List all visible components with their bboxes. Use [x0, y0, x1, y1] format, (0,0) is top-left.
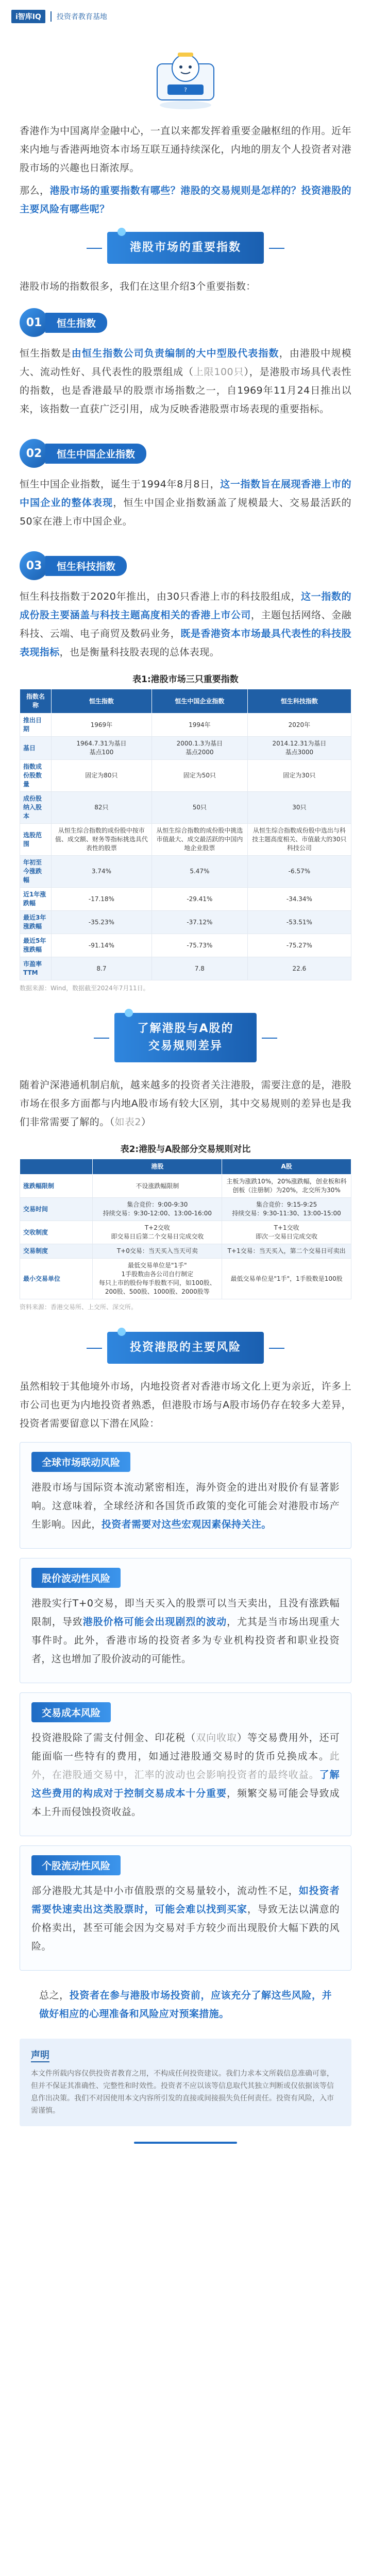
section2-text-grey: 如表2	[114, 1116, 141, 1128]
table1-cell: 1994年	[151, 714, 247, 737]
index-1-text-e: ），是港股市场具代表性的指数，也是香港最早的股票市场指数之一，自1969年11月24日推出以来，该指数一直获广泛引用，成为反映香港股票市场表现的重要指标。	[20, 366, 351, 415]
risk-cost-text-c: 此外，在港股通交易中，汇率的波动也会影响投资者的最终收益。	[31, 1751, 340, 1781]
index-3-text-d: 既是香港资本市场最具代表性的科技股表现指标	[20, 628, 351, 658]
risk-volatility-tag: 股价波动性风险	[31, 1568, 121, 1588]
table2-row	[20, 1175, 351, 1198]
risk-global-text-b: 投资者需要对这些宏观因素保持关注。	[101, 1519, 272, 1530]
table1-cell: 从恒生综合指数的成份股中按市值、成交额、财务等指标挑选具代表性的股票	[51, 824, 151, 856]
index-3-text-b: 这一指数的成份股主要涵盖与科技主题高度相关的香港上市公司	[20, 591, 351, 621]
risk-volatility	[20, 1558, 351, 1683]
table1-cell: -75.27%	[247, 934, 351, 957]
table1-row	[20, 856, 351, 888]
table2-cell: T+1交易：当天买入，第二个交易日可卖出	[222, 1244, 351, 1259]
table2-row	[20, 1221, 351, 1244]
table2-source: 资料来源：香港交易所、上交所、深交所。	[20, 1303, 138, 1311]
table2-cell: 最小交易单位	[20, 1259, 93, 1299]
table2-row	[20, 1244, 351, 1259]
summary-lead: 总之，	[39, 1990, 70, 2001]
index-1-body	[0, 344, 371, 418]
risk-global-tag: 全球市场联动风险	[31, 1452, 130, 1472]
table1-cell: 最近5年涨跌幅	[20, 934, 52, 957]
table2-header	[20, 1159, 93, 1175]
table1-cell: -35.23%	[51, 911, 151, 934]
declaration-title: 声明	[31, 2048, 49, 2062]
table2-title: 表2:港股与A股部分交易规则对比	[120, 1144, 251, 1155]
table1-cell: -17.18%	[51, 888, 151, 911]
table1-row	[20, 824, 351, 856]
table1-body	[20, 714, 351, 980]
index-2-header	[20, 439, 351, 468]
index-1-label: 恒生指数	[45, 313, 107, 333]
table1-cell: 基日	[20, 737, 52, 760]
risk-cost-text-grey: 双向收取	[196, 1732, 238, 1743]
table2-cell: T+2交收 即交易日后第二个交易日完成交收	[93, 1221, 222, 1244]
intro-paragraph-2	[20, 181, 351, 218]
index-2-text-b: 这一指数旨在展现香港上市的中国企业的整体表现	[20, 479, 351, 509]
section2-title: 了解港股与A股的 交易规则差异	[137, 1022, 234, 1053]
table1-row	[20, 911, 351, 934]
mascot-icon	[147, 43, 224, 110]
table2-cell: 涨跌幅限制	[20, 1175, 93, 1198]
table1-cell: 2020年	[247, 714, 351, 737]
index-1-text-a: 恒生指数是	[20, 348, 72, 359]
table1-title: 表1:港股市场三只重要指数	[132, 674, 239, 685]
table2-cell: T+0交易：当天买入当天可卖	[93, 1244, 222, 1259]
section1-title: 港股市场的重要指数	[129, 241, 241, 254]
table2-cell: 交易制度	[20, 1244, 93, 1259]
risk-global-text-a: 港股市场与国际资本流动紧密相连，海外资金的进出对股价有显著影响。这意味着，全球经济和各国货币政策的变化可能会对港股市场产生影响。因此，	[31, 1482, 340, 1530]
table1-cell: -29.41%	[151, 888, 247, 911]
index-3-text-e: ，也是衡量科技股表现的总体表现。	[59, 647, 220, 658]
section3-lead-text: 虽然相较于其他境外市场，内地投资者对香港市场文化上更为亲近，许多上市公司也更为内地投资者熟悉，但港股市场与A股市场仍存在较多大差异，投资者需要留意以下潜在风险：	[20, 1381, 351, 1429]
section1-lead	[0, 277, 371, 296]
risk-volatility-text-c: ，尤其是当市场出现重大事件时。此外，香港市场的投资者多为专业机构投资者和职业投资者，这也增加了股价波动的可能性。	[31, 1616, 340, 1665]
index-3-body	[0, 587, 371, 662]
table1-cell: 3.74%	[51, 856, 151, 888]
table1-cell: -37.12%	[151, 911, 247, 934]
index-2-number: 02	[20, 439, 48, 468]
banner-dot-icon	[117, 228, 126, 236]
risk-volatility-text-b: 港股价格可能会出现剧烈的波动	[82, 1616, 227, 1628]
risk-cost-tag: 交易成本风险	[31, 1702, 111, 1722]
index-2-label: 恒生中国企业指数	[45, 444, 146, 464]
table1-source: 数据来源：Wind，数据截至2024年7月11日。	[20, 985, 149, 992]
table2-cell: 交收制度	[20, 1221, 93, 1244]
risk-cost-text-a: 投资港股除了需支付佣金、印花税（	[31, 1732, 196, 1743]
table2-row	[20, 1259, 351, 1299]
table2-cell: 交易时间	[20, 1198, 93, 1221]
table1-cell: 从恒生综合指数的成份股中挑选市值最大、成交最活跃的中国内地企业股票	[151, 824, 247, 856]
table1-cell: 30只	[247, 792, 351, 824]
table1-cell: 2014.12.31为基日 基点3000	[247, 737, 351, 760]
table1-cell: -91.14%	[51, 934, 151, 957]
table2-cell: 主板为涨跌10%，20%涨跌幅，创业板和科创板（注册制）为20%，北交所为30%	[222, 1175, 351, 1198]
risk-liquidity	[20, 1845, 351, 1971]
risk-cost	[20, 1692, 351, 1836]
table1-cell: 50只	[151, 792, 247, 824]
index-2-text-c: ，恒生中国企业指数涵盖了规模最大、交易最活跃的50家在港上市中国企业。	[20, 497, 352, 527]
table1-header: 恒生指数	[51, 689, 151, 714]
table1-wrapper	[0, 672, 371, 992]
table2-body	[20, 1175, 351, 1299]
table1-header: 恒生中国企业指数	[151, 689, 247, 714]
table1-cell: 固定为80只	[51, 760, 151, 792]
index-3-label: 恒生科技指数	[45, 556, 127, 576]
risk-liquidity-text-b: 如投资者需要快速卖出这类股票时，可能会难以找到买家	[31, 1885, 340, 1915]
index-2-text-a: 恒生中国企业指数，诞生于1994年8月8日，	[20, 479, 221, 490]
section3-title: 投资港股的主要风险	[129, 1341, 241, 1354]
intro-lead: 那么，	[20, 185, 50, 196]
table2-header-row	[20, 1159, 351, 1175]
table1-cell: 2000.1.3为基日 基点2000	[151, 737, 247, 760]
table1-cell: 5.47%	[151, 856, 247, 888]
risk-liquidity-text-c: ，导致无法以满意的价格卖出，甚至可能会因为交易对手方较少而出现股价大幅下跌的风险。	[31, 1904, 340, 1952]
index-3-header	[20, 551, 351, 580]
table2-wrapper	[0, 1142, 371, 1311]
table1-header: 恒生科技指数	[247, 689, 351, 714]
intro-paragraph-1: 香港作为中国离岸金融中心，一直以来都发挥着重要金融枢纽的作用。近年来内地与香港两地资本市场互联互通持续深化，内地的朋友个人投资者对港股市场的兴趣也日渐浓厚。	[20, 125, 351, 174]
table2	[20, 1159, 351, 1299]
risk-cost-text-d: 了解这些费用的构成对于控制交易成本十分重要	[31, 1769, 340, 1799]
table1-cell: 市盈率TTM	[20, 957, 52, 980]
footer-divider	[134, 2142, 237, 2144]
section3-banner	[0, 1332, 371, 1364]
table1-cell: 82只	[51, 792, 151, 824]
table2-cell: 集合竞价：9:15-9:25 持续交易：9:30-11:30、13:00-15:00	[222, 1198, 351, 1221]
table1-cell: 22.6	[247, 957, 351, 980]
table1-cell: 从恒生综合指数成份股中选出与科技主题高度相关、市值最大的30只科技公司	[247, 824, 351, 856]
index-3-text-a: 恒生科技指数于2020年推出，由30只香港上市的科技股组成，	[20, 591, 301, 602]
risk-cost-text-b: ）等交易费用外，还可能面临一些特有的费用，如通过港股通交易时的货币兑换成本。	[31, 1732, 340, 1762]
table1-row	[20, 792, 351, 824]
declaration-text: 本文件所载内容仅供投资者教育之用，不构成任何投资建议。我们力求本文所载信息准确可靠，但并不保证其准确性、完整性和时效性。投资者不应以该等信息取代其独立判断或仅依据该等信息作出决策。我们不对因使用本文内容所引发的直接或间接损失负任何责任。投资有风险，入市需谨慎。	[31, 2070, 334, 2115]
index-3-text-c: ，主题包括网络、金融科技、云端、电子商贸及数码业务，	[20, 609, 351, 639]
risk-volatility-text-a: 港股实行T+0交易，即当天买入的股票可以当天卖出，且没有涨跌幅限制，导致	[31, 1598, 340, 1628]
table1-cell: -53.51%	[247, 911, 351, 934]
section2-body	[0, 1076, 371, 1131]
table1-cell: 1969年	[51, 714, 151, 737]
table1-cell: 指数成份股数量	[20, 760, 52, 792]
table2-header: A股	[222, 1159, 351, 1175]
index-1-number: 01	[20, 308, 48, 337]
intro-question: 港股市场的重要指数有哪些？港股的交易规则是怎样的？投资港股的主要风险有哪些呢？	[20, 185, 351, 215]
table2-header: 港股	[93, 1159, 222, 1175]
index-1-text-c: ，由港股中规模大、流动性好、具代表性的股票组成（	[20, 348, 351, 378]
table1-header: 指数名称	[20, 689, 52, 714]
table1	[20, 689, 351, 980]
table1-cell: -6.57%	[247, 856, 351, 888]
risk-liquidity-tag: 个股流动性风险	[31, 1855, 121, 1875]
table1-cell: 成份股纳入股本	[20, 792, 52, 824]
banner-dot-icon	[117, 1328, 126, 1336]
table2-row	[20, 1198, 351, 1221]
table1-row	[20, 934, 351, 957]
table1-cell: 推出日期	[20, 714, 52, 737]
table1-cell: 选股范围	[20, 824, 52, 856]
table1-cell: 固定为30只	[247, 760, 351, 792]
risk-global	[20, 1442, 351, 1549]
risk-liquidity-text-a: 部分港股尤其是中小市值股票的交易量较小，流动性不足，	[31, 1885, 299, 1896]
summary	[20, 1986, 351, 2023]
table2-cell: T+1交收 即次一交易日完成交收	[222, 1221, 351, 1244]
table2-cell: 最低交易单位是"1手" 1手股数由各公司自行制定 每只上市的股份每手股数不同，如100股、200股、500股、1000股、2000股等	[93, 1259, 222, 1299]
banner-dot-icon	[125, 1009, 133, 1017]
table1-row	[20, 714, 351, 737]
declaration-box	[20, 2039, 351, 2126]
table1-row	[20, 760, 351, 792]
section2-text-a: 随着沪深港通机制启航，越来越多的投资者关注港股，需要注意的是，港股市场在很多方面都与内地A股市场有较大区别，其中交易规则的差异也是我们非常需要了解的。（	[20, 1079, 351, 1128]
table1-cell: 8.7	[51, 957, 151, 980]
table1-cell: 1964.7.31为基日 基点100	[51, 737, 151, 760]
table2-cell: 集合竞价：9:00-9:30 持续交易：9:30-12:00、13:00-16:00	[93, 1198, 222, 1221]
risk-cost-text-e: ，频繁交易可能会导致成本上升而侵蚀投资收益。	[31, 1788, 340, 1818]
table1-cell: 最近3年涨跌幅	[20, 911, 52, 934]
section2-text-b: ）	[141, 1116, 151, 1128]
table2-cell: 最低交易单位是"1手"，1手股数是100股	[222, 1259, 351, 1299]
top-bar	[0, 0, 371, 33]
table2-cell: 不设涨跌幅限制	[93, 1175, 222, 1198]
svg-text:?: ?	[184, 87, 187, 93]
table1-cell: 近1年涨跌幅	[20, 888, 52, 911]
section1-lead-text: 港股市场的指数很多，我们在这里介绍3个重要指数：	[20, 281, 256, 292]
header-subtitle: 投资者教育基地	[50, 11, 107, 22]
index-3-number: 03	[20, 551, 48, 580]
table1-cell: -75.73%	[151, 934, 247, 957]
index-2-body	[0, 475, 371, 531]
table1-cell: 固定为50只	[151, 760, 247, 792]
table1-row	[20, 888, 351, 911]
table1-row	[20, 737, 351, 760]
table1-row	[20, 957, 351, 980]
table1-header-row	[20, 689, 351, 714]
table1-cell: -34.34%	[247, 888, 351, 911]
summary-text: 投资者在参与港股市场投资前，应该充分了解这些风险，并做好相应的心理准备和风险应对预案措施。	[39, 1990, 332, 2020]
table1-cell: 7.8	[151, 957, 247, 980]
intro	[0, 122, 371, 218]
section1-banner	[0, 232, 371, 264]
section3-lead	[0, 1377, 371, 1433]
hero-illustration	[0, 33, 371, 110]
index-1-header	[20, 308, 351, 337]
index-1-text-d: 上限100只	[193, 366, 244, 378]
section2-banner	[0, 1013, 371, 1062]
brand-logo[interactable]: i智库IQ	[11, 10, 45, 23]
table1-cell: 年初至今涨跌幅	[20, 856, 52, 888]
index-1-text-b: 由恒生指数公司负责编制的大中型股代表指数	[71, 348, 279, 359]
